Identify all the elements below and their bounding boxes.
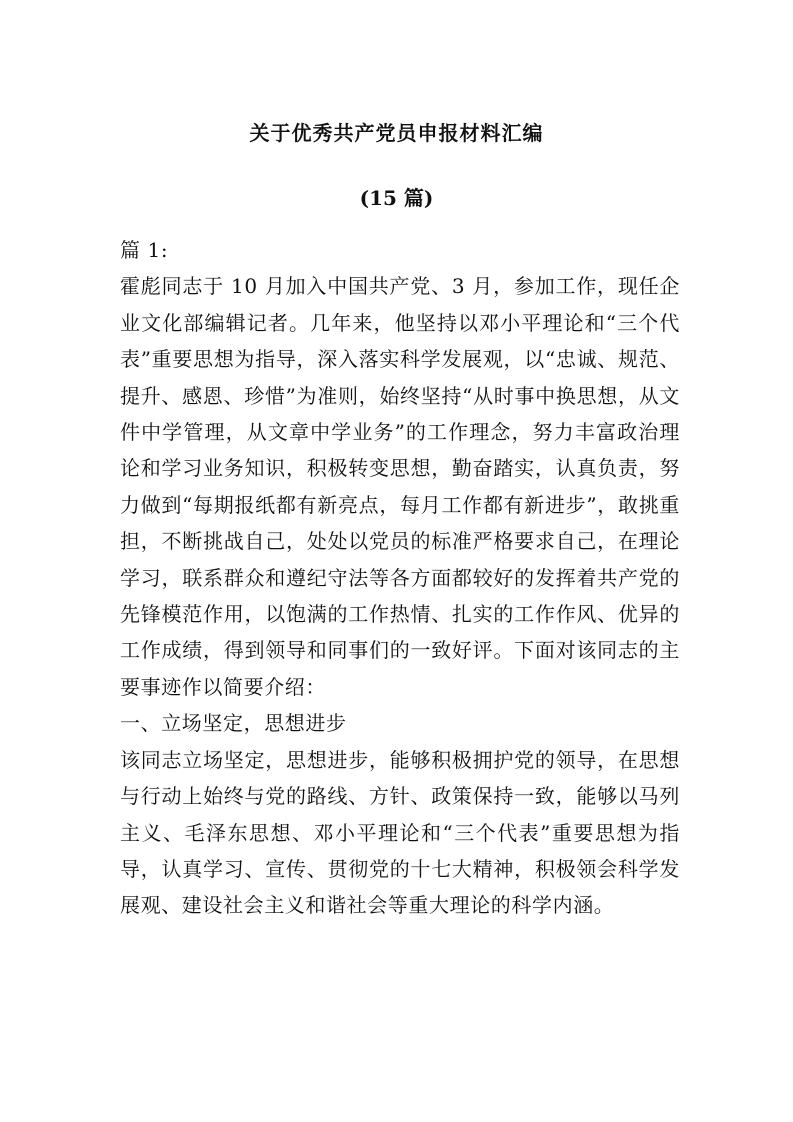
document-body [120, 232, 680, 924]
paragraph-2: 该同志立场坚定，思想进步，能够积极拥护党的领导，在思想与行动上始终与党的路线、方针、政策保持一致，能够以马列主义、毛泽东思想、邓小平理论和“三个代表”重要思想为指导，认真学习、宣传、贯彻党的十七大精神，积极领会科学发展观、建设社会主义和谐社会等重大理论的科学内涵。 [120, 747, 680, 918]
document-subtitle: (15 篇) [359, 186, 434, 210]
document-title: 关于优秀共产党员申报材料汇编 [249, 121, 544, 145]
section-label: 篇 1: [120, 238, 169, 262]
paragraph-1: 霍彪同志于 10 月加入中国共产党、3 月，参加工作，现任企业文化部编辑记者。几年来，他坚持以邓小平理论和“三个代表”重要思想为指导，深入落实科学发展观，以“忠诚、规范、提升、感恩、珍惜”为准则，始终坚持“从时事中换思想，从文件中学管理，从文章中学业务”的工作理念，努力丰富政治理论和学习业务知识，积极转变思想，勤奋踏实，认真负责，努力做到“每期报纸都有新亮点，每月工作都有新进步”，敢挑重担，不断挑战自己，处处以党员的标准严格要求自己，在理论学习，联系群众和遵纪守法等各方面都较好的发挥着共产党的先锋模范作用，以饱满的工作热情、扎实的工作作风、优异的工作成绩，得到领导和同事们的一致好评。下面对该同志的主要事迹作以简要介绍： [120, 274, 680, 699]
section-heading-1: 一、立场坚定，思想进步 [120, 711, 347, 736]
